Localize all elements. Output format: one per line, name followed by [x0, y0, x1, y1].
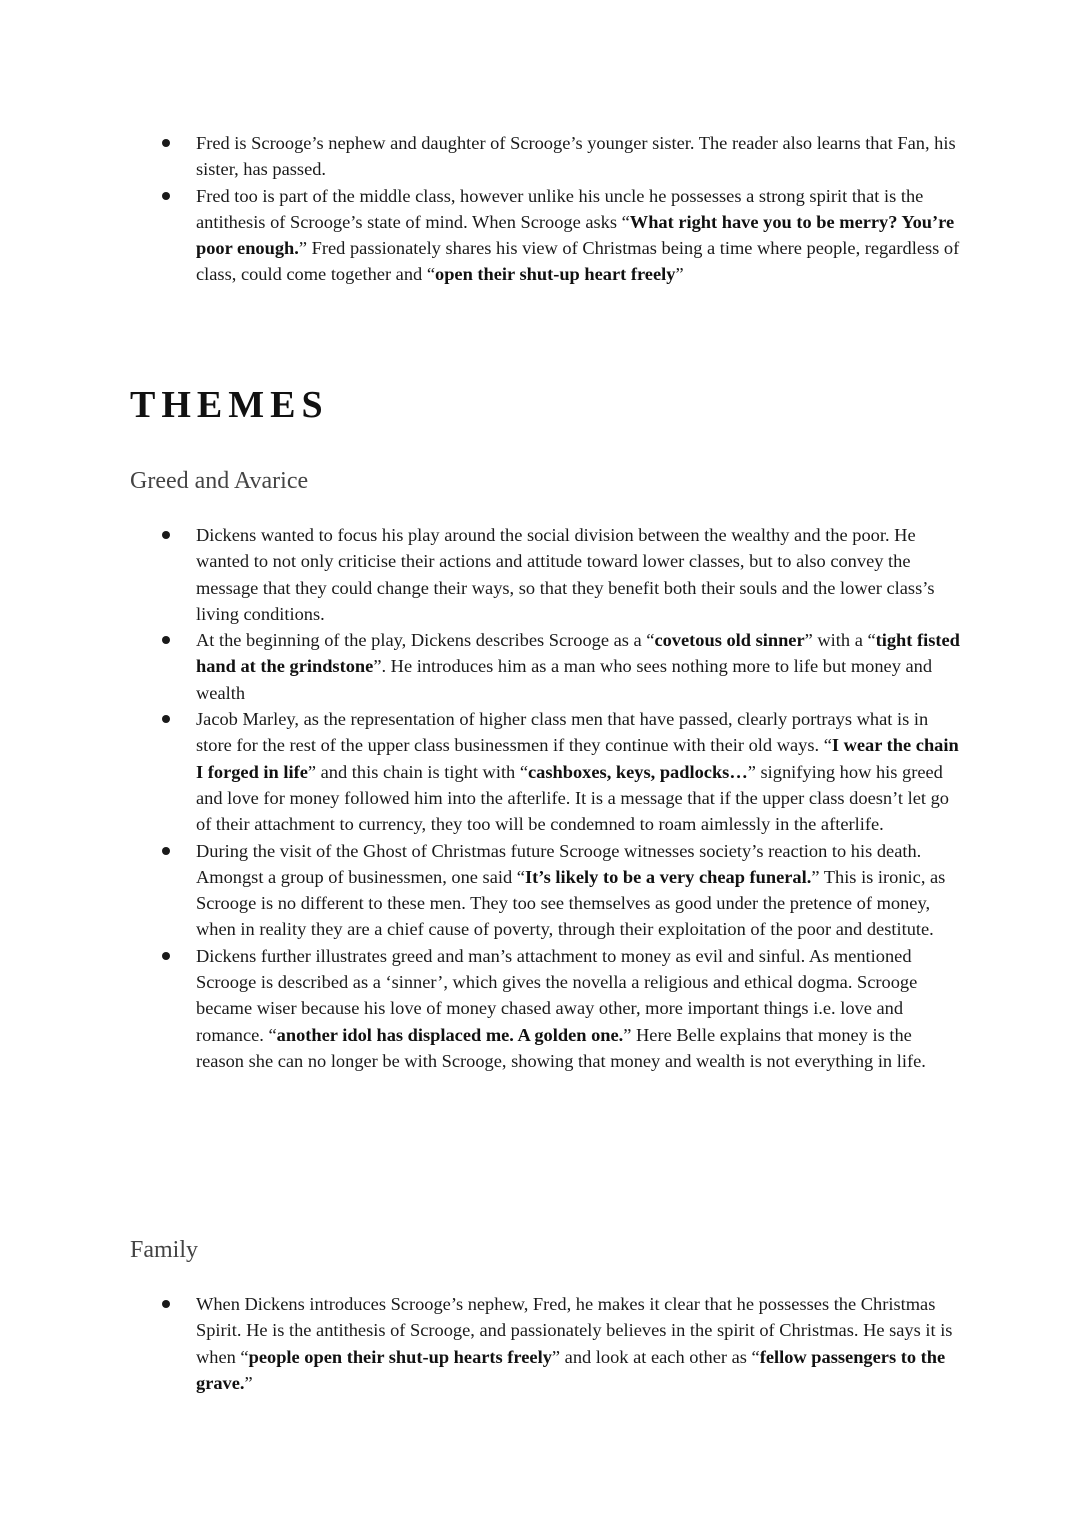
bullet-item	[162, 1291, 962, 1396]
bullet-icon	[162, 192, 170, 200]
bullet-text: Fred too is part of the middle class, however unlike his uncle he possesses a strong spirit that is the antithesis of Scrooge’s state of mind. When Scrooge asks “What right have you to be merry? You’re poor enough.” Fred passionately shares his view of Christmas being a time where people, regardless of class, could come together and “open their shut-up heart freely”	[196, 185, 960, 285]
bullet-item	[162, 627, 962, 706]
bullet-text: Jacob Marley, as the representation of higher class men that have passed, clearly portrays what is in store for the rest of the upper class businessmen if they continue with their old ways. “I wear the chain I forged in life” and this chain is tight with “cashboxes, keys, padlocks…” signifying how his greed and love for money followed him into the afterlife. It is a message that if the upper class doesn’t let go of their attachment to currency, they too will be condemned to roam aimlessly in the afterlife.	[196, 709, 959, 835]
intro-bullet-list	[162, 130, 962, 288]
bullet-icon	[162, 139, 170, 147]
quote-text: covetous old sinner	[654, 630, 805, 651]
family-bullet-list	[162, 1291, 962, 1396]
quote-text: I wear the chain I forged in life	[196, 735, 959, 782]
bullet-icon	[162, 952, 170, 960]
section-heading: THEMES	[130, 384, 329, 426]
bullet-item	[162, 943, 962, 1074]
bullet-text: Dickens wanted to focus his play around the social division between the wealthy and the poor. He wanted to not only criticise their actions and attitude toward lower classes, but to also convey the message that they could change their ways, so that they benefit both their souls and the lower class’s living conditions.	[196, 525, 935, 624]
bullet-item	[162, 838, 962, 943]
bullet-text: Dickens further illustrates greed and man’s attachment to money as evil and sinful. As mentioned Scrooge is described as a ‘sinner’, which gives the novella a religious and ethical dogma. Scrooge became wiser because his love of money chased away other, more important things i.e. love and romance. “another idol has displaced me. A golden one.” Here Belle explains that money is the reason she can no longer be with Scrooge, showing that money and wealth is not everything in life.	[196, 945, 926, 1071]
quote-text: fellow passengers to the grave.	[196, 1346, 946, 1393]
bullet-text: During the visit of the Ghost of Christmas future Scrooge witnesses society’s reaction to his death. Amongst a group of businessmen, one said “It’s likely to be a very cheap funeral.” This is ironic, as Scrooge is no different to these men. They too see themselves as good under the pretence of money, when in reality they are a chief cause of poverty, through their exploitation of the poor and destitute.	[196, 840, 946, 940]
bullet-item	[162, 706, 962, 837]
quote-text: open their shut-up heart freely	[435, 264, 676, 285]
bullet-item	[162, 522, 962, 627]
greed-bullet-list	[162, 522, 962, 1074]
subheading-greed: Greed and Avarice	[130, 468, 309, 494]
quote-text: What right have you to be merry? You’re poor enough.	[196, 211, 955, 259]
quote-text: people open their shut-up hearts freely	[248, 1346, 552, 1367]
bullet-icon	[162, 1300, 170, 1308]
bullet-item	[162, 183, 962, 288]
bullet-icon	[162, 847, 170, 855]
bullet-text: At the beginning of the play, Dickens describes Scrooge as a “covetous old sinner” with a “tight fisted hand at the grindstone”. He introduces him as a man who sees nothing more to life but money and wealth	[196, 630, 960, 703]
subheading-family: Family	[130, 1237, 199, 1263]
bullet-item	[162, 130, 962, 183]
quote-text: It’s likely to be a very cheap funeral.	[524, 866, 812, 887]
bullet-icon	[162, 715, 170, 723]
quote-text: tight fisted hand at the grindstone	[196, 630, 960, 677]
bullet-icon	[162, 636, 170, 644]
bullet-text: Fred is Scrooge’s nephew and daughter of Scrooge’s younger sister. The reader also learns that Fan, his sister, has passed.	[196, 133, 956, 180]
bullet-text: When Dickens introduces Scrooge’s nephew, Fred, he makes it clear that he possesses the Christmas Spirit. He is the antithesis of Scrooge, and passionately believes in the spirit of Christmas. He says it is when “people open their shut-up hearts freely” and look at each other as “fellow passengers to the grave.”	[196, 1294, 953, 1393]
quote-text: cashboxes, keys, padlocks…	[528, 761, 748, 782]
bullet-icon	[162, 531, 170, 539]
quote-text: another idol has displaced me. A golden one.	[276, 1024, 624, 1045]
